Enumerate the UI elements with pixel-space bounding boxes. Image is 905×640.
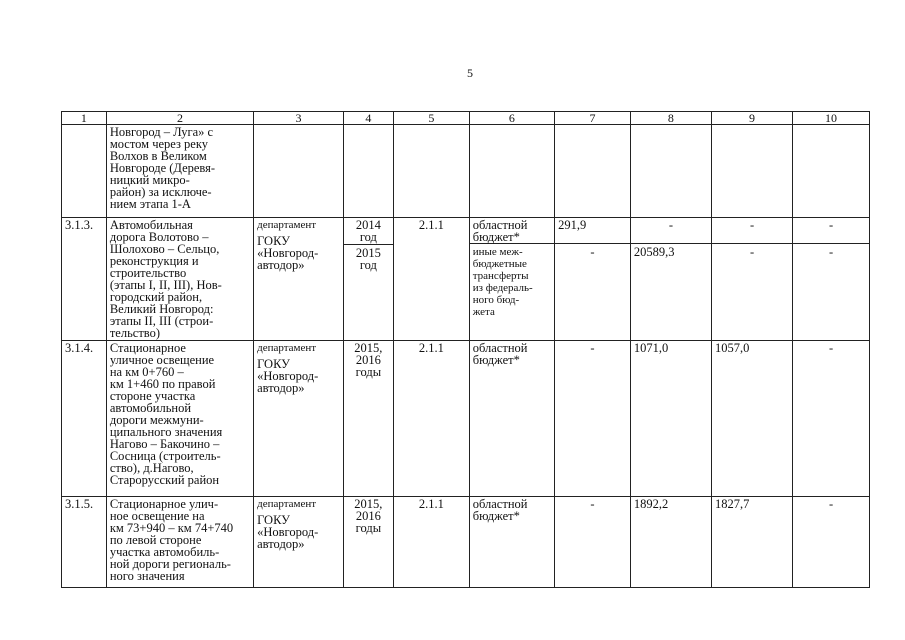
header-col-6: 6 — [469, 112, 554, 125]
row-dept: департамент — [257, 342, 317, 354]
table-row — [62, 497, 870, 588]
row-v8-a: - — [631, 219, 711, 244]
row-v9: 1057,0 — [711, 341, 792, 497]
row-v9-a: - — [712, 219, 792, 244]
row-year-2: 2015 год — [355, 246, 381, 272]
row-source — [469, 125, 554, 218]
row-v10: - — [793, 497, 870, 588]
table-header — [62, 112, 870, 125]
row-executor — [254, 497, 344, 588]
table-row — [62, 125, 870, 218]
header-col-7: 7 — [555, 112, 631, 125]
row-years — [343, 218, 393, 341]
row-org: ГОКУ «Новгород- автодор» — [257, 513, 319, 551]
row-year — [343, 125, 393, 218]
row-v9 — [711, 218, 792, 341]
row-id — [62, 125, 107, 218]
header-col-2: 2 — [106, 112, 253, 125]
row-years: 2015, 2016 годы — [343, 497, 393, 588]
row-source: областной бюджет* — [469, 497, 554, 588]
row-v8: 1892,2 — [630, 497, 711, 588]
row-sources — [469, 218, 554, 341]
row-v9-b: - — [749, 245, 755, 259]
row-v9: 1827,7 — [711, 497, 792, 588]
table-row — [62, 218, 870, 341]
row-dept: департамент — [257, 219, 317, 231]
row-code — [393, 125, 469, 218]
row-name: Новгород – Луга» с мостом через реку Волхов в Великом Новгороде (Деревя- ницкий микро- район) за исключе- нием этапа 1-А — [106, 125, 253, 218]
row-id: 3.1.4. — [62, 341, 107, 497]
program-table — [61, 111, 870, 588]
row-v8 — [630, 125, 711, 218]
row-year-1: 2014 год — [344, 219, 393, 245]
row-v8-b: 20589,3 — [633, 245, 675, 259]
row-v7: - — [555, 341, 631, 497]
row-v7-b: - — [590, 245, 595, 259]
header-col-9: 9 — [711, 112, 792, 125]
row-v7-a: 291,9 — [555, 219, 630, 244]
row-code: 2.1.1 — [393, 341, 469, 497]
row-v10-b: - — [828, 245, 834, 259]
row-name: Стационарное улич- ное освещение на км 73+940 – км 74+740 по левой стороне участка автомобиль- ной дороги региональ- ного значения — [106, 497, 253, 588]
row-dept: департамент — [257, 498, 317, 510]
row-executor — [254, 218, 344, 341]
row-id: 3.1.5. — [62, 497, 107, 588]
row-v9 — [711, 125, 792, 218]
row-v10: - — [793, 341, 870, 497]
row-v8 — [630, 218, 711, 341]
row-source-1: областной бюджет* — [470, 219, 554, 244]
row-years: 2015, 2016 годы — [343, 341, 393, 497]
header-col-4: 4 — [343, 112, 393, 125]
row-v10-a: - — [793, 219, 869, 244]
header-col-3: 3 — [254, 112, 344, 125]
row-code: 2.1.1 — [393, 218, 469, 341]
header-col-10: 10 — [793, 112, 870, 125]
row-v10 — [793, 125, 870, 218]
row-v7 — [555, 125, 631, 218]
row-executor — [254, 341, 344, 497]
row-id: 3.1.3. — [62, 218, 107, 341]
row-org: ГОКУ «Новгород- автодор» — [257, 357, 319, 395]
row-v8: 1071,0 — [630, 341, 711, 497]
table-row — [62, 341, 870, 497]
row-code: 2.1.1 — [393, 497, 469, 588]
row-dept — [254, 125, 344, 218]
row-org: ГОКУ «Новгород- автодор» — [257, 234, 319, 272]
row-source-2: иные меж- бюджетные трансферты из федераль- ного бюд- жета — [472, 246, 533, 318]
page-number: 5 — [467, 66, 473, 80]
header-col-1: 1 — [62, 112, 107, 125]
row-name: Автомобильная дорога Волотово – Шолохово – Сельцо, реконструкция и строительство (этапы I, II, III), Нов- городский район, Великий Новгород: этапы II, III (строи- тельство) — [106, 218, 253, 341]
header-col-5: 5 — [393, 112, 469, 125]
row-v10 — [793, 218, 870, 341]
header-col-8: 8 — [630, 112, 711, 125]
row-v7 — [555, 218, 631, 341]
row-name: Стационарное уличное освещение на км 0+760 – км 1+460 по правой стороне участка автомобильной дороги межмуни- ципального значения Нагово – Бакочино – Сосница (строитель- ство), д.Нагово, Старорусский район — [106, 341, 253, 497]
row-v7: - — [555, 497, 631, 588]
row-source: областной бюджет* — [469, 341, 554, 497]
